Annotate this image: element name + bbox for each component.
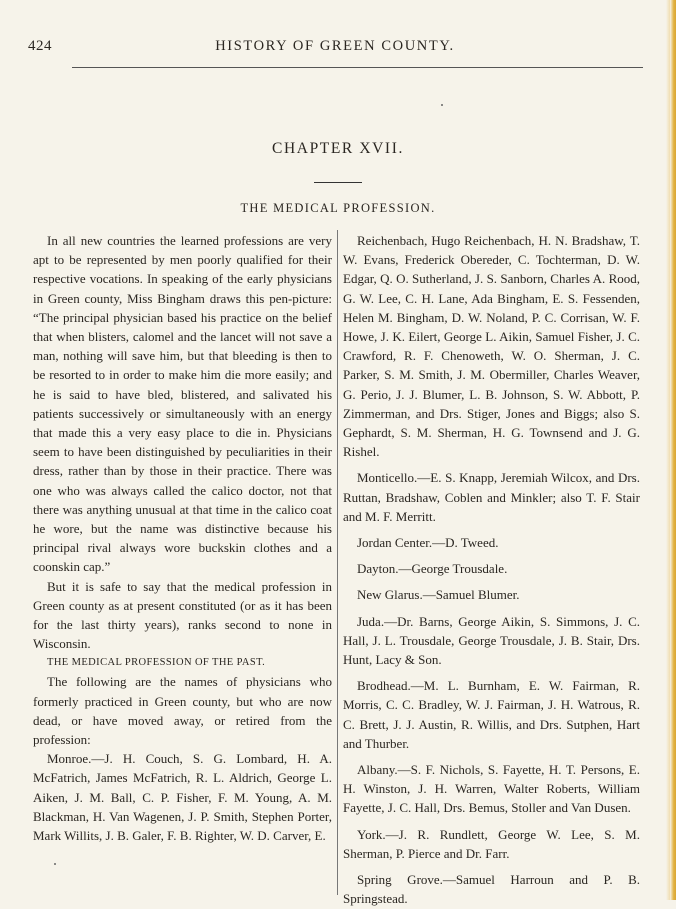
paragraph: York.—J. R. Rundlett, George W. Lee, S. M. Sherman, P. Pierce and Dr. Farr. (343, 826, 640, 861)
print-speck (54, 863, 56, 865)
right-column (343, 231, 640, 909)
section-title: THE MEDICAL PROFESSION. (240, 201, 436, 215)
paragraph: But it is safe to say that the medical profession in Green county as at present constituted (or as it has been for the last thirty years), ranks second to none in Wisconsin. (33, 578, 332, 652)
paragraph: Brodhead.—M. L. Burnham, E. W. Fairman, R. Morris, C. C. Bradley, W. J. Fairman, J. H. Watrous, R. C. Brett, J. J. Austin, R. Willis, and Drs. Sutphen, Hart and Thurber. (343, 678, 640, 751)
paragraph: Monticello.—E. S. Knapp, Jeremiah Wilcox, and Drs. Ruttan, Bradshaw, Coblen and Minkler; also T. F. Stair and M. F. Merritt. (343, 470, 640, 524)
paragraph: Juda.—Dr. Barns, George Aikin, S. Simmons, J. C. Hall, J. L. Trousdale, George Trousdale, J. B. Stair, Drs. Hunt, Lacy & Son. (343, 613, 640, 668)
running-header (28, 38, 642, 58)
running-title: HISTORY OF GREEN COUNTY. (215, 38, 455, 54)
paragraph: Reichenbach, Hugo Reichenbach, H. N. Bradshaw, T. W. Evans, Frederick Obereder, C. Tochterman, D. W. Edgar, Q. O. Sutherland, J. S. Sanborn, Charles A. Rood, G. W. Lee, C. H. Lane, Ada Bingham, E. S. Fessenden, Helen M. Bingham, D. W. Noland, P. C. Corrisan, W. F. Howe, J. K. Eilert, George L. Aikin, Samuel Fisher, J. C. Crawford, R. F. Chenoweth, W. O. Sherman, J. C. Parker, S. M. Smith, J. M. Obermiller, Charles Weaver, G. Perio, J. J. Blumer, L. B. Johnson, S. W. Abbott, P. Zimmerman, and Drs. Stiger, Jones and Biggs; also S. Gephardt, S. M. Sherman, H. G. Townsend and J. G. Rishel. (343, 233, 640, 460)
paragraph: Spring Grove.—Samuel Harroun and P. B. Springstead. (343, 872, 640, 907)
paragraph: Dayton.—George Trousdale. (357, 561, 508, 577)
page-edge (670, 0, 676, 900)
paragraph: Albany.—S. F. Nichols, S. Fayette, H. T. Persons, E. H. Winston, J. H. Warren, Walter Roberts, William Fayette, J. C. Hall, Drs. Bemus, Stoller and Van Dusen. (343, 762, 640, 816)
paragraph: The following are the names of physicians who formerly practiced in Green county, but who are now dead, or have moved away, or retired from the profession: (33, 674, 332, 748)
print-speck (441, 104, 443, 106)
column-divider (337, 230, 338, 895)
header-rule (72, 67, 643, 68)
paragraph: New Glarus.—Samuel Blumer. (357, 587, 520, 603)
chapter-rule (314, 182, 362, 183)
chapter-title: CHAPTER XVII. (272, 140, 404, 157)
page-number: 424 (28, 38, 52, 54)
paragraph: Jordan Center.—D. Tweed. (357, 535, 499, 551)
subheading: THE MEDICAL PROFESSION OF THE PAST. (47, 657, 266, 669)
paragraph: In all new countries the learned professions are very apt to be represented by men poorly qualified for their respective vocations. In speaking of the early physicians in Green county, Miss Bingham draws this pen-picture: “The principal physician based his practice on the belief that when blisters, calomel and the lancet will not save a man, nothing will save him, but that bleeding is then to be resorted to in order to make him die more easily; and he is said to have bled, blistered, and salivated his patients successively or simultaneously with an energy that made this a very easy place to die in. Physicians seem to have been distinguished by peculiarities in their dress, rather than by those in their practice. There was one who was always called the calico doctor, not that there was anything unusual at that time in the calico coat he wore, but the name was distinctive because his principal rival always wore buckskin clothes and a coonskin cap.” (33, 233, 332, 575)
left-column (33, 231, 332, 845)
paragraph: Monroe.—J. H. Couch, S. G. Lombard, H. A. McFatrich, James McFatrich, R. L. Aldrich, George L. Aiken, J. M. Ball, C. P. Fisher, F. M. Young, A. M. Blackman, H. Van Wagenen, J. P. Smith, Stephen Porter, Mark Willits, J. B. Galer, F. B. Righter, W. D. Carver, E. (33, 751, 332, 844)
